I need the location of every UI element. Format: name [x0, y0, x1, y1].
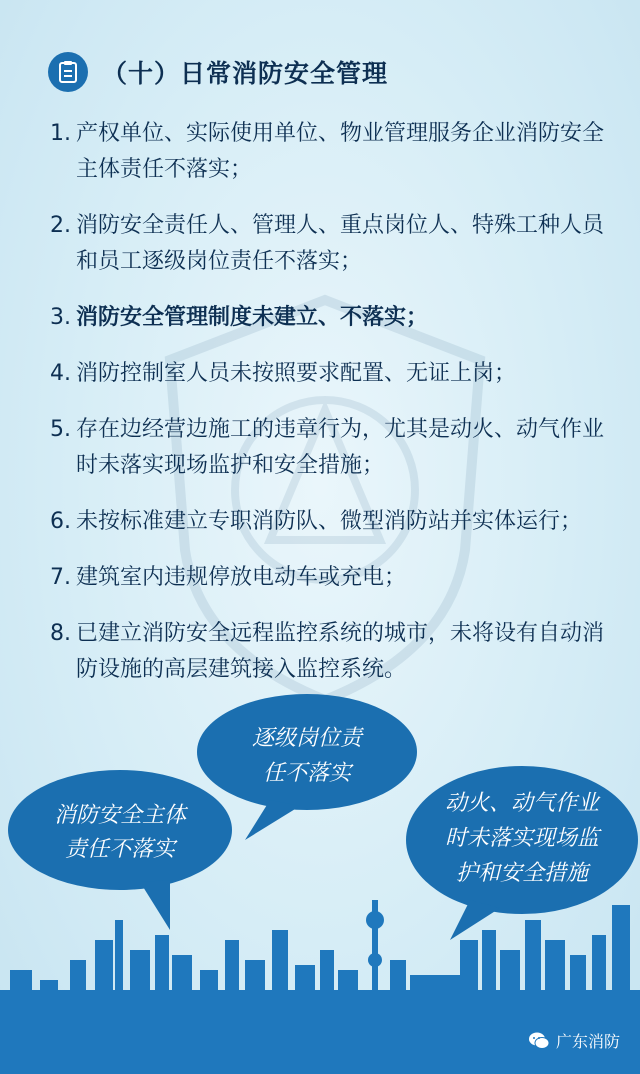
item-text: 已建立消防安全远程监控系统的城市，未将设有自动消防设施的高层建筑接入监控系统。: [76, 621, 605, 682]
item-text: 产权单位、实际使用单位、物业管理服务企业消防安全主体责任不落实；: [76, 121, 605, 182]
bubble-right-line3: 护和安全措施: [455, 861, 589, 886]
item-number: 5.: [50, 417, 71, 442]
bubble-right-line1: 动火、动气作业: [444, 791, 600, 816]
speech-bubble-middle: [197, 694, 417, 840]
item-number: 4.: [50, 361, 71, 386]
item-number: 8.: [50, 621, 71, 646]
item-text: 建筑室内违规停放电动车或充电；: [76, 565, 407, 590]
speech-bubble-left: [8, 770, 232, 930]
section-header: [48, 52, 388, 92]
brand-watermark: [528, 1029, 620, 1052]
item-text: 消防安全责任人、管理人、重点岗位人、特殊工种人员和员工逐级岗位责任不落实；: [76, 213, 605, 274]
bubble-middle-line1: 逐级岗位责: [251, 726, 363, 751]
item-number: 2.: [50, 213, 71, 238]
list-item: [50, 616, 610, 688]
issue-list: [50, 116, 610, 708]
bottom-illustration: [0, 690, 640, 1074]
item-text: 消防控制室人员未按照要求配置、无证上岗；: [76, 361, 517, 386]
brand-name: 广东消防: [555, 1032, 620, 1051]
item-number: 6.: [50, 509, 71, 534]
bubble-left-line2: 责任不落实: [64, 837, 176, 862]
list-item: [50, 356, 610, 392]
page-title: （十）日常消防安全管理: [102, 59, 389, 88]
list-item: [50, 300, 610, 336]
item-text: 未按标准建立专职消防队、微型消防站并实体运行；: [76, 509, 583, 534]
list-item: [50, 560, 610, 596]
list-item: [50, 504, 610, 540]
wechat-icon: [528, 1030, 550, 1052]
bubble-right-line2: 时未落实现场监: [444, 826, 600, 851]
item-number: 7.: [50, 565, 71, 590]
bubble-middle-line2: 任不落实: [262, 761, 352, 786]
item-number: 1.: [50, 121, 71, 146]
list-item: [50, 208, 610, 280]
item-number: 3.: [50, 305, 71, 330]
list-item: [50, 412, 610, 484]
clipboard-icon: [48, 52, 88, 92]
item-text: 存在边经营边施工的违章行为，尤其是动火、动气作业时未落实现场监护和安全措施；: [76, 417, 605, 478]
list-item: [50, 116, 610, 188]
speech-bubble-right: [406, 766, 638, 940]
item-text: 消防安全管理制度未建立、不落实；: [76, 305, 429, 330]
bubble-left-line1: 消防安全主体: [53, 803, 187, 828]
